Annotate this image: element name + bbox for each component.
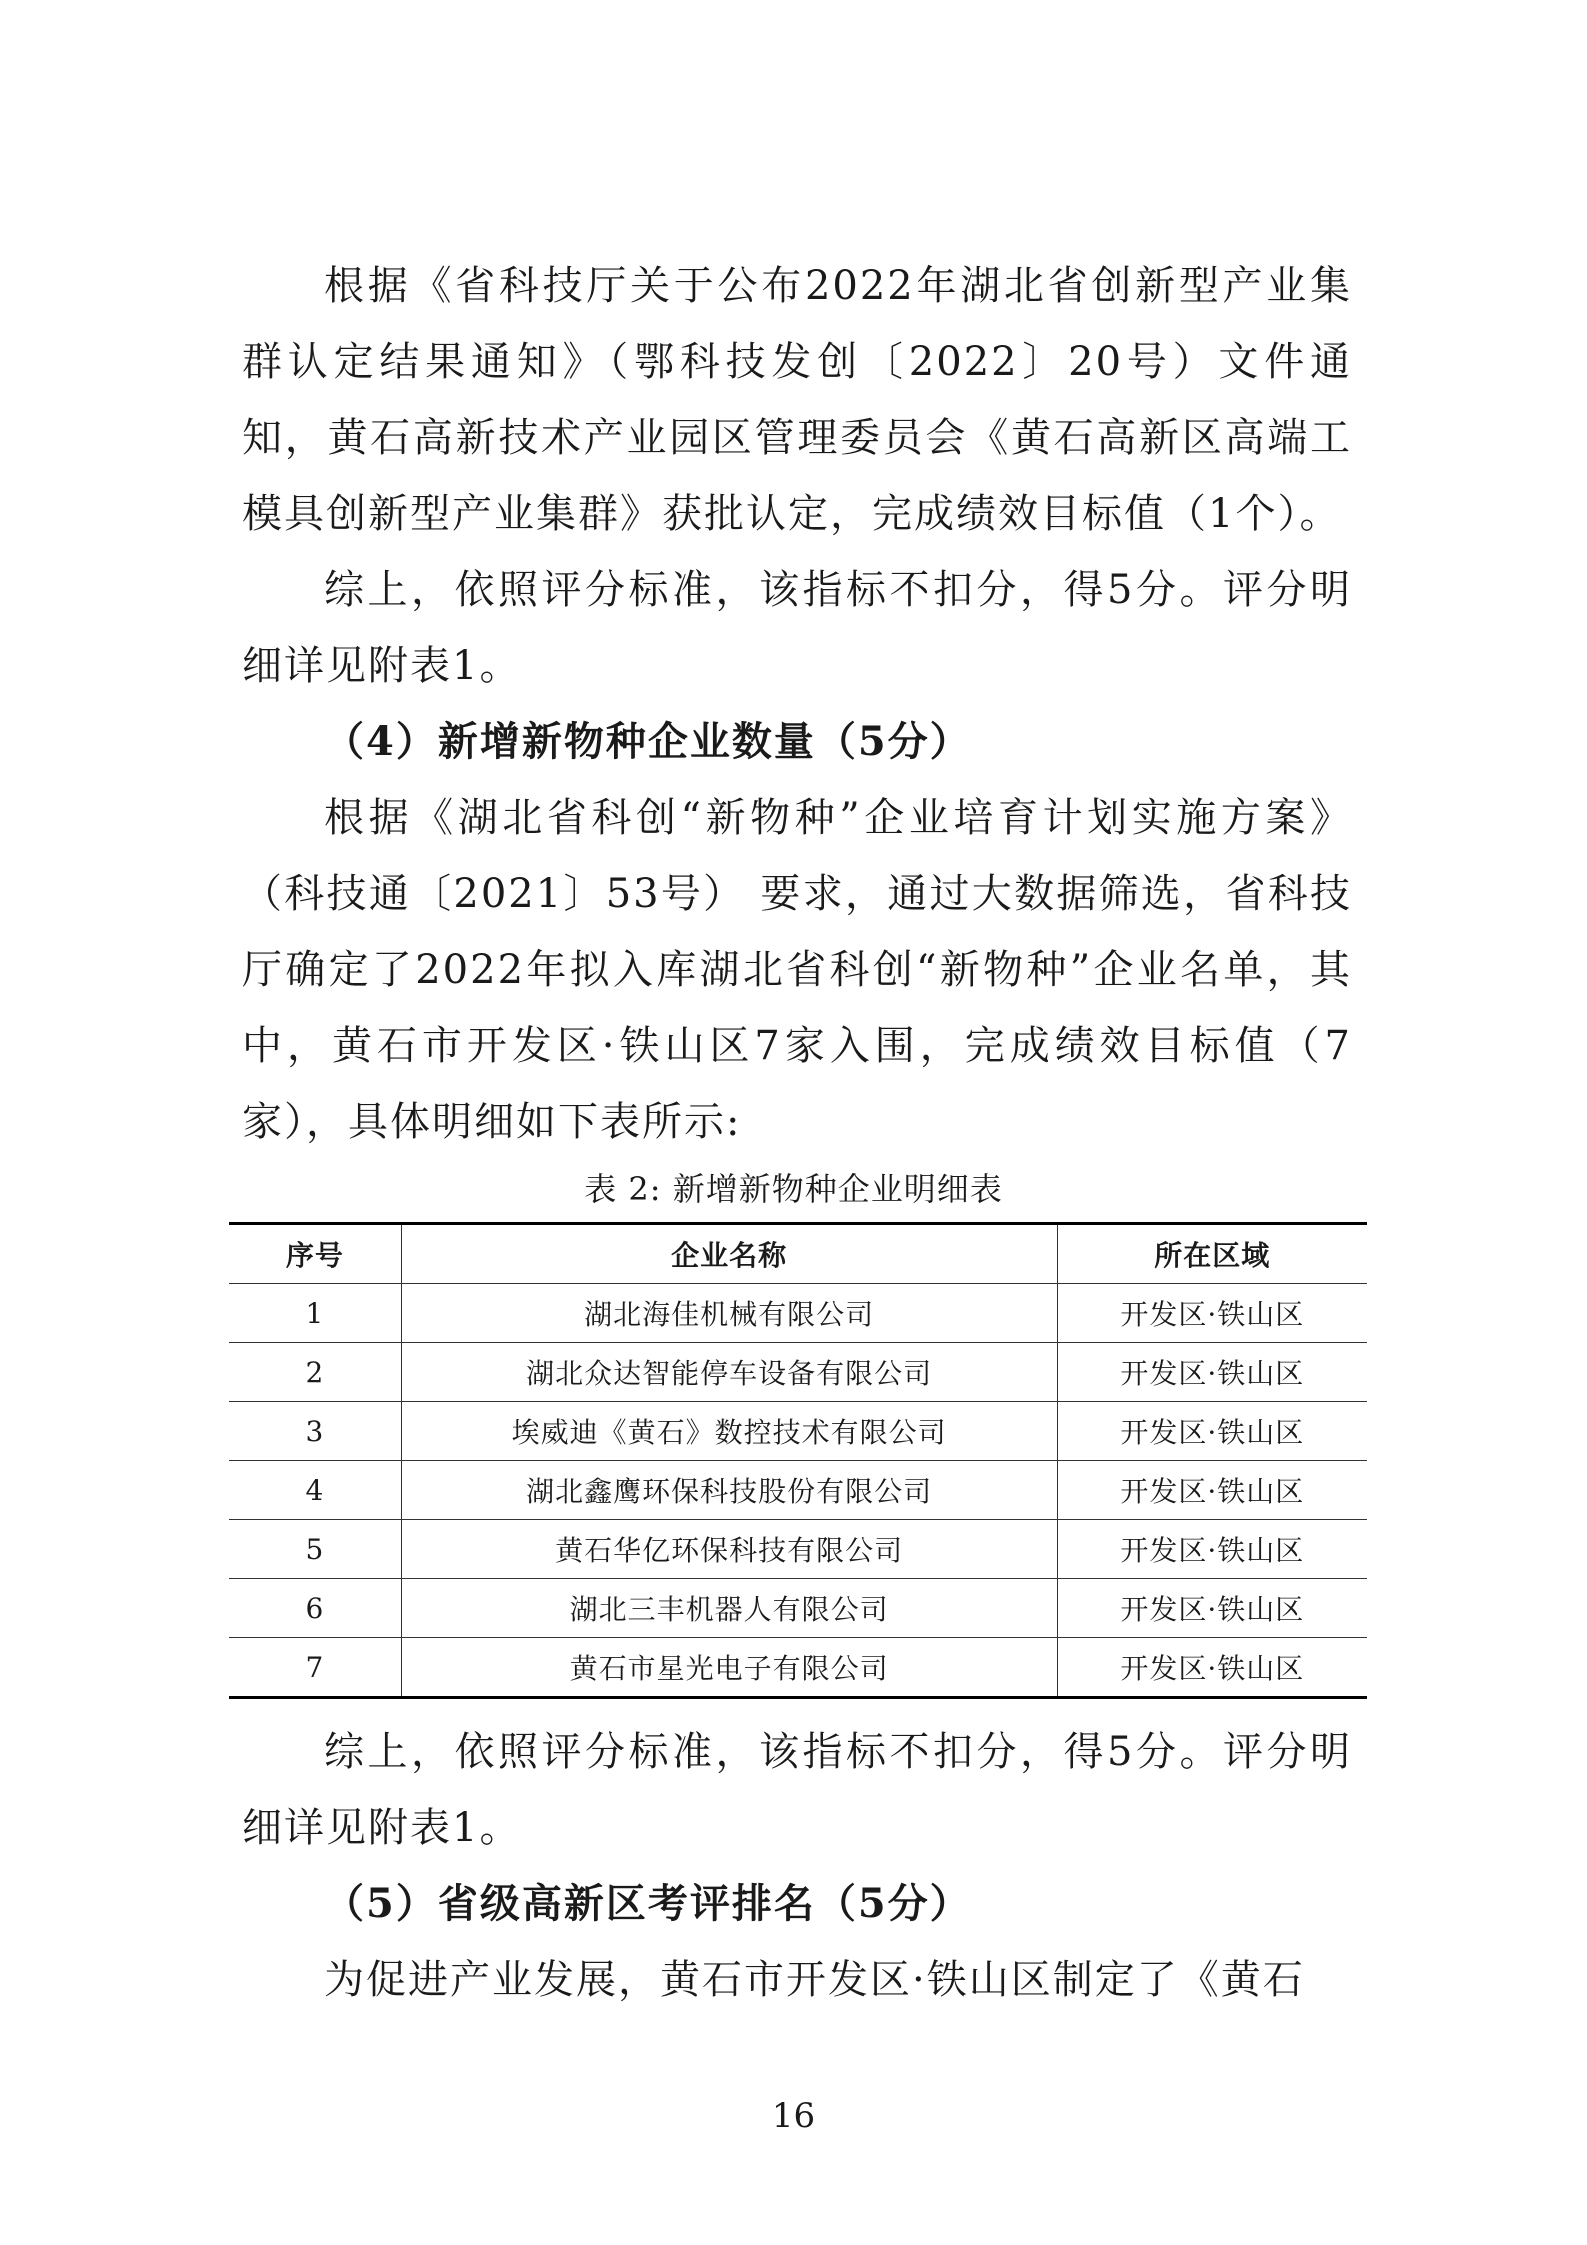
cell-region: 开发区·铁山区 [1057, 1520, 1367, 1579]
cell-region: 开发区·铁山区 [1057, 1638, 1367, 1698]
cell-region: 开发区·铁山区 [1057, 1402, 1367, 1461]
cell-serial-number: 6 [229, 1579, 401, 1638]
table-row [229, 1343, 1367, 1402]
cell-serial-number: 5 [229, 1520, 401, 1579]
cell-enterprise-name: 黄石华亿环保科技有限公司 [401, 1520, 1057, 1579]
cell-serial-number: 1 [229, 1284, 401, 1343]
header-serial-number: 序号 [229, 1224, 401, 1284]
section-heading-5: （5）省级高新区考评排名（5分） [324, 1880, 972, 1927]
table-row [229, 1461, 1367, 1520]
cell-enterprise-name: 埃威迪《黄石》数控技术有限公司 [401, 1402, 1057, 1461]
cell-region: 开发区·铁山区 [1057, 1284, 1367, 1343]
table-row [229, 1579, 1367, 1638]
cell-region: 开发区·铁山区 [1057, 1461, 1367, 1520]
table-row [229, 1402, 1367, 1461]
cell-serial-number: 2 [229, 1343, 401, 1402]
paragraph-cluster-recognition: 根据《省科技厅关于公布2022年湖北省创新型产业集群认定结果通知》（鄂科技发创〔2022〕20号）文件通知，黄石高新技术产业园区管理委员会《黄石高新区高端工模具创新型产业集群》获批认定，完成绩效目标值（1个）。 [242, 263, 1352, 537]
cell-region: 开发区·铁山区 [1057, 1579, 1367, 1638]
paragraph-score-summary-2: 综上，依照评分标准，该指标不扣分，得5分。评分明细详见附表1。 [242, 1729, 1352, 1851]
section-heading-4: （4）新增新物种企业数量（5分） [324, 718, 972, 765]
table-row [229, 1284, 1367, 1343]
cell-enterprise-name: 湖北海佳机械有限公司 [401, 1284, 1057, 1343]
cell-enterprise-name: 湖北众达智能停车设备有限公司 [401, 1343, 1057, 1402]
new-species-enterprise-table [229, 1222, 1367, 1699]
cell-serial-number: 7 [229, 1638, 401, 1698]
paragraph-score-summary-1: 综上，依照评分标准，该指标不扣分，得5分。评分明细详见附表1。 [242, 567, 1352, 689]
header-region: 所在区域 [1057, 1224, 1367, 1284]
table-header-row [229, 1224, 1367, 1284]
header-enterprise-name: 企业名称 [401, 1224, 1057, 1284]
cell-serial-number: 3 [229, 1402, 401, 1461]
cell-enterprise-name: 湖北三丰机器人有限公司 [401, 1579, 1057, 1638]
cell-enterprise-name: 湖北鑫鹰环保科技股份有限公司 [401, 1461, 1057, 1520]
cell-region: 开发区·铁山区 [1057, 1343, 1367, 1402]
paragraph-industry-development: 为促进产业发展，黄石市开发区·铁山区制定了《黄石 [324, 1957, 1305, 2003]
paragraph-new-species-plan: 根据《湖北省科创“新物种”企业培育计划实施方案》（科技通〔2021〕53号） 要求，通过大数据筛选，省科技厅确定了2022年拟入库湖北省科创“新物种”企业名单，其中，黄石市开发区·铁山区7家入围，完成绩效目标值（7家），具体明细如下表所示: [242, 795, 1352, 1145]
table-row [229, 1638, 1367, 1698]
cell-serial-number: 4 [229, 1461, 401, 1520]
table-row [229, 1520, 1367, 1579]
cell-enterprise-name: 黄石市星光电子有限公司 [401, 1638, 1057, 1698]
table-caption: 表 2: 新增新物种企业明细表 [584, 1170, 1003, 1208]
page-number: 16 [771, 2096, 816, 2136]
